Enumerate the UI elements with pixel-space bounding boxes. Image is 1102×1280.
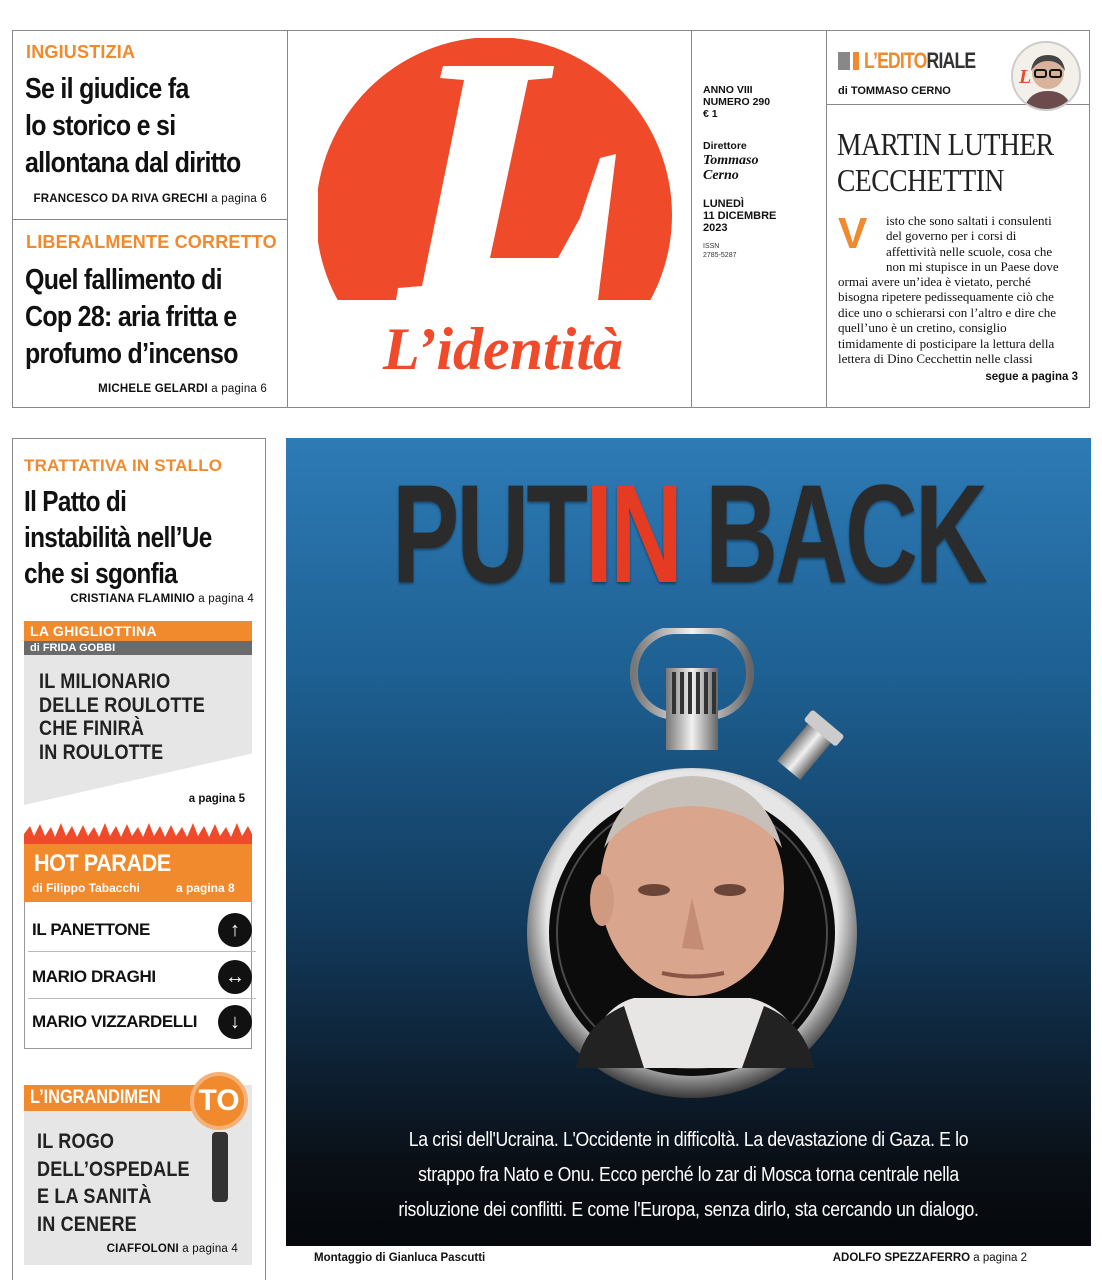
year: 2023 [703,222,728,234]
divider [691,31,692,407]
stopwatch-button-shape [773,709,845,783]
svg-text:L: L [1019,66,1032,88]
issn [703,242,736,260]
story-byline [26,193,267,205]
author: FRANCESCO DA RIVA GRECHI [33,193,208,205]
editorial-kicker-b: RIALE [926,48,976,73]
headline-line: CHE FINIRÀ [39,717,145,740]
story-kicker: TRATTATIVA IN STALLO [24,456,223,475]
editorial-body [838,274,1083,366]
headline-line: IN ROULOTTE [39,740,164,764]
arrow-up-icon: ↑ [218,913,252,947]
headline-line: Cop 28: aria fritta e [25,301,237,333]
body-line: non mi stupisce in un Paese dove [886,259,1059,275]
body-line: timidamente di posticipare la lettura della [838,335,1055,351]
issue-number: NUMERO 290 [703,96,771,108]
headline-line: E LA SANITÀ [37,1185,152,1208]
page-ref: a pagina 4 [182,1243,238,1255]
headline-line: Quel fallimento di [25,264,222,296]
director-last-name: Cerno [703,168,739,183]
editorial-bar-icon [838,52,850,70]
page-ref: a pagina 6 [211,193,267,205]
arrow-down-icon: ↓ [218,1005,252,1039]
headline-line: Se il giudice fa [25,73,189,105]
author: ADOLFO SPEZZAFERRO [832,1252,971,1264]
divider [13,219,287,220]
headline-line: profumo d’incenso [25,338,238,370]
editorial-bar-icon [853,52,859,70]
cover-story[interactable] [286,438,1091,1246]
headline-line: instabilità nell’Ue [24,522,212,554]
issue-info [703,84,770,120]
hot-parade-row[interactable] [28,1000,256,1044]
headline-line: DELLE ROULOTTE [39,693,205,717]
story-byline [24,593,254,605]
cover-title-part: BACK [680,455,985,612]
author-avatar [1011,41,1081,111]
continue-link[interactable]: segue a pagina 3 [985,371,1078,383]
body-line: dice uno o schierarsi con l’altro e dire che [838,304,1057,320]
page-ref: a pagina 4 [198,593,254,605]
body-line: lettera di Dino Cecchettin nelle classi [838,351,1033,367]
ghigliottina-author: di FRIDA GOBBI [24,641,252,655]
logo-wordmark: L’identità [383,316,623,382]
headline-line: allontana dal diritto [25,147,241,179]
cover-title-part: PUT [392,455,586,612]
editorial-kicker-a: L’EDITO [864,48,927,73]
issn-number: 2785-5287 [703,252,737,259]
issn-label: ISSN [703,243,720,250]
summary-line: strappo fra Nato e Onu. Ecco perché lo zar di Mosca torna centrale nella [418,1163,959,1186]
body-line: isto che sono saltati i consulenti [886,213,1052,228]
flames-icon [24,822,252,846]
arrow-left-right-icon: ↔ [218,960,252,994]
story-kicker: INGIUSTIZIA [26,42,136,62]
body-line: del governo per i corsi di [886,228,1017,244]
drop-cap: V [838,209,868,258]
stopwatch-illustration [514,628,874,1098]
body-line: affettività nelle scuole, cosa che [886,243,1053,259]
editorial-title-line: CECCHETTIN [837,162,1004,198]
story-kicker: LIBERALMENTE CORRETTO [26,232,277,252]
editorial-author: di TOMMASO CERNO [838,85,951,97]
date: 11 DICEMBRE [703,210,777,222]
body-line: ormai avere un’idea è vietato, perché [838,274,1031,289]
hot-parade-label: MARIO DRAGHI [32,967,156,986]
hot-parade-label: MARIO VIZZARDELLI [32,1012,198,1031]
cover-title-highlight: IN [585,455,681,612]
headline-line: Il Patto di [24,486,127,518]
director-first-name: Tommaso [703,153,759,168]
hot-parade-page: a pagina 8 [176,881,235,895]
headline-line: DELL’OSPEDALE [37,1157,190,1181]
hot-parade-label: IL PANETTONE [32,920,150,939]
body-line: quell’uno è un cretino, consiglio [838,320,1007,336]
story-byline [26,383,267,395]
cover-byline [790,1252,1027,1264]
author: CRISTIANA FLAMINIO [70,593,195,605]
ghigliottina-headline[interactable] [39,670,205,764]
divider [287,31,288,407]
page-ref: a pagina 5 [188,793,245,805]
director-name [703,153,759,183]
editorial-title[interactable] [837,126,1054,198]
body-line: bisogna ripetere pedissequamente ciò che [838,289,1054,305]
page-ref: a pagina 6 [211,383,267,395]
issue-year: ANNO VIII [703,84,753,96]
hot-parade-author: di Filippo Tabacchi [32,881,140,895]
weekday: LUNEDÌ [703,198,744,210]
headline-line: IL MILIONARIO [39,670,171,693]
magnifier-label: TO [198,1084,240,1117]
editorial-title-line: MARTIN LUTHER [837,126,1054,162]
ingrandimento-title: L’INGRANDIMEN [30,1087,161,1108]
author: CIAFFOLONI [106,1243,179,1255]
director-label: Direttore [703,140,747,152]
ghigliottina-header: LA GHIGLIOTTINA [24,621,252,641]
magnifier-icon [190,1072,248,1130]
summary-line: La crisi dell'Ucraina. L'Occidente in difficoltà. La devastazione di Gaza. E lo [408,1128,969,1151]
headline-line: IN CENERE [37,1212,137,1236]
cover-title [363,455,1015,612]
logo[interactable] [318,38,688,388]
story-headline[interactable] [25,71,283,182]
issue-date [703,198,776,234]
headline-line: che si sgonfia [24,558,178,590]
author: MICHELE GELARDI [98,383,208,395]
hot-parade-title: HOT PARADE [34,850,171,877]
summary-line: risoluzione dei conflitti. E come l'Europa, senza dirlo, sta cercando un dialogo. [398,1198,979,1221]
story-byline [24,1243,238,1255]
cover-summary [342,1122,1034,1227]
story-headline[interactable] [25,262,283,373]
hot-parade-row[interactable] [28,908,256,952]
page-ref: a pagina 2 [973,1252,1027,1264]
ingrandimento-headline[interactable] [37,1128,190,1238]
photo-credit: Montaggio di Gianluca Pascutti [314,1252,486,1264]
issue-price: € 1 [703,108,718,120]
headline-line: IL ROGO [37,1130,115,1153]
divider [826,31,827,407]
editorial-kicker [864,48,975,74]
story-headline[interactable] [24,484,268,592]
magnifier-handle-icon [212,1132,228,1202]
editorial-body-indented [886,213,1081,275]
hot-parade-row[interactable] [28,955,256,999]
headline-line: lo storico e si [25,110,176,142]
